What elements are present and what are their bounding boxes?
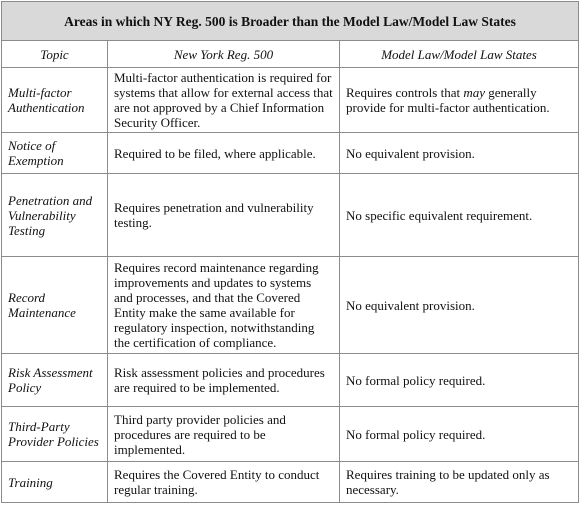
topic-cell: Penetration and Vulnerability Testing: [2, 174, 108, 257]
model-text-post: generally provide for multi-factor authentication.: [346, 85, 550, 115]
header-model: Model Law/Model Law States: [340, 41, 579, 68]
model-cell: [340, 68, 579, 133]
ny-cell: Risk assessment policies and procedures are required to be implemented.: [108, 354, 340, 407]
ny-cell: Third party provider policies and procedures are required to be implemented.: [108, 407, 340, 462]
header-topic: Topic: [2, 41, 108, 68]
ny-cell: Requires record maintenance regarding improvements and updates to systems and processes, and that the Covered Entity make the same available for regulatory inspection, notwithstanding the certification of compliance.: [108, 257, 340, 354]
header-row: [2, 41, 579, 68]
model-cell: No formal policy required.: [340, 407, 579, 462]
model-cell: No formal policy required.: [340, 354, 579, 407]
topic-cell: Third-Party Provider Policies: [2, 407, 108, 462]
ny-cell: Requires the Covered Entity to conduct regular training.: [108, 462, 340, 503]
table-row: [2, 257, 579, 354]
topic-cell: Notice of Exemption: [2, 133, 108, 174]
model-cell: No equivalent provision.: [340, 133, 579, 174]
model-text-emphasis: may: [463, 85, 486, 100]
table-row: [2, 68, 579, 133]
topic-cell: Training: [2, 462, 108, 503]
table-row: [2, 407, 579, 462]
table-row: [2, 354, 579, 407]
table-title: Areas in which NY Reg. 500 is Broader than the Model Law/Model Law States: [2, 2, 579, 41]
topic-cell: Multi-factor Authentication: [2, 68, 108, 133]
model-cell: Requires training to be updated only as necessary.: [340, 462, 579, 503]
title-row: [2, 2, 579, 41]
header-ny: New York Reg. 500: [108, 41, 340, 68]
comparison-table: [1, 1, 579, 503]
table-row: [2, 462, 579, 503]
model-cell: No equivalent provision.: [340, 257, 579, 354]
topic-cell: Risk Assessment Policy: [2, 354, 108, 407]
topic-cell: Record Maintenance: [2, 257, 108, 354]
table-row: [2, 133, 579, 174]
ny-cell: Requires penetration and vulnerability testing.: [108, 174, 340, 257]
model-cell: No specific equivalent requirement.: [340, 174, 579, 257]
ny-cell: Multi-factor authentication is required for systems that allow for external access that are not approved by a Chief Information Security Officer.: [108, 68, 340, 133]
table-row: [2, 174, 579, 257]
model-text-pre: Requires controls that: [346, 85, 464, 100]
ny-cell: Required to be filed, where applicable.: [108, 133, 340, 174]
